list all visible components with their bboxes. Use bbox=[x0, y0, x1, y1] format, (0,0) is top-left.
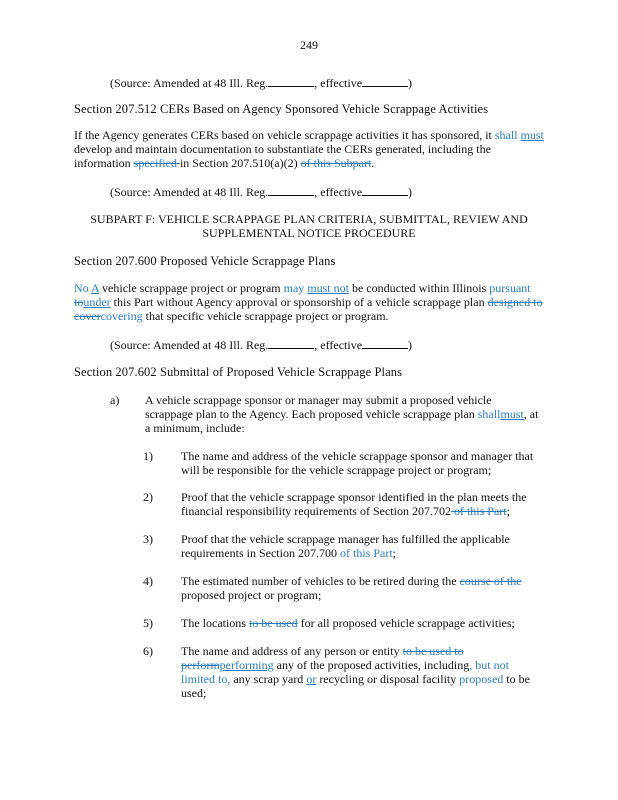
list-item-number: 1) bbox=[143, 449, 153, 463]
list-item-number: 5) bbox=[143, 616, 153, 630]
subpart-heading-line1: SUBPART F: VEHICLE SCRAPPAGE PLAN CRITERIA, SUBMITTAL, REVIEW AND bbox=[90, 212, 528, 226]
section-heading: Section 207.602 Submittal of Proposed Vehicle Scrappage Plans bbox=[74, 365, 403, 379]
section-paragraph: No A vehicle scrappage project or program may must not be conducted within Illinois pursuant tounder this Part without Agency approval or sponsorship of a vehicle scrappage plan designed to covercovering that specific vehicle scrappage project or program. bbox=[74, 281, 543, 323]
list-item: The name and address of the vehicle scrappage sponsor and manager that will be responsible for the vehicle scrappage project or program; bbox=[181, 449, 534, 477]
page-number: 249 bbox=[300, 38, 318, 52]
source-note: (Source: Amended at 48 Ill. Reg. , effective ) bbox=[110, 185, 413, 199]
list-item-number: 6) bbox=[143, 644, 153, 658]
subsection-text: A vehicle scrappage sponsor or manager may submit a proposed vehicle scrappage plan to the Agency. Each proposed vehicle scrappage plan shallmust, at a minimum, include: bbox=[145, 393, 539, 435]
source-note: (Source: Amended at 48 Ill. Reg. , effective ) bbox=[110, 76, 413, 90]
subpart-heading-line2: SUPPLEMENTAL NOTICE PROCEDURE bbox=[202, 226, 416, 240]
section-heading: Section 207.600 Proposed Vehicle Scrappage Plans bbox=[74, 254, 336, 268]
list-item: Proof that the vehicle scrappage sponsor identified in the plan meets the financial responsibility requirements of Section 207.702 of this Part; bbox=[181, 490, 527, 518]
list-item: The name and address of any person or entity to be used to performperforming any of the proposed activities, including, but not limited to, any scrap yard or recycling or disposal facility proposed to be used; bbox=[181, 644, 530, 700]
list-item: The locations to be used for all proposed vehicle scrappage activities; bbox=[181, 616, 515, 630]
source-note: (Source: Amended at 48 Ill. Reg. , effective ) bbox=[110, 338, 413, 352]
list-item: The estimated number of vehicles to be retired during the course of the proposed project or program; bbox=[181, 574, 522, 602]
list-item: Proof that the vehicle scrappage manager has fulfilled the applicable requirements in Section 207.700 of this Part; bbox=[181, 532, 510, 560]
list-item-number: 4) bbox=[143, 574, 153, 588]
section-heading: Section 207.512 CERs Based on Agency Sponsored Vehicle Scrappage Activities bbox=[74, 102, 489, 116]
section-paragraph: If the Agency generates CERs based on vehicle scrappage activities it has sponsored, it shall must develop and maintain documentation to substantiate the CERs generated, including the information specified in Section 207.510(a)(2) of this Subpart. bbox=[74, 128, 544, 170]
list-item-number: 2) bbox=[143, 490, 153, 504]
subsection-label: a) bbox=[110, 393, 120, 407]
list-item-number: 3) bbox=[143, 532, 153, 546]
